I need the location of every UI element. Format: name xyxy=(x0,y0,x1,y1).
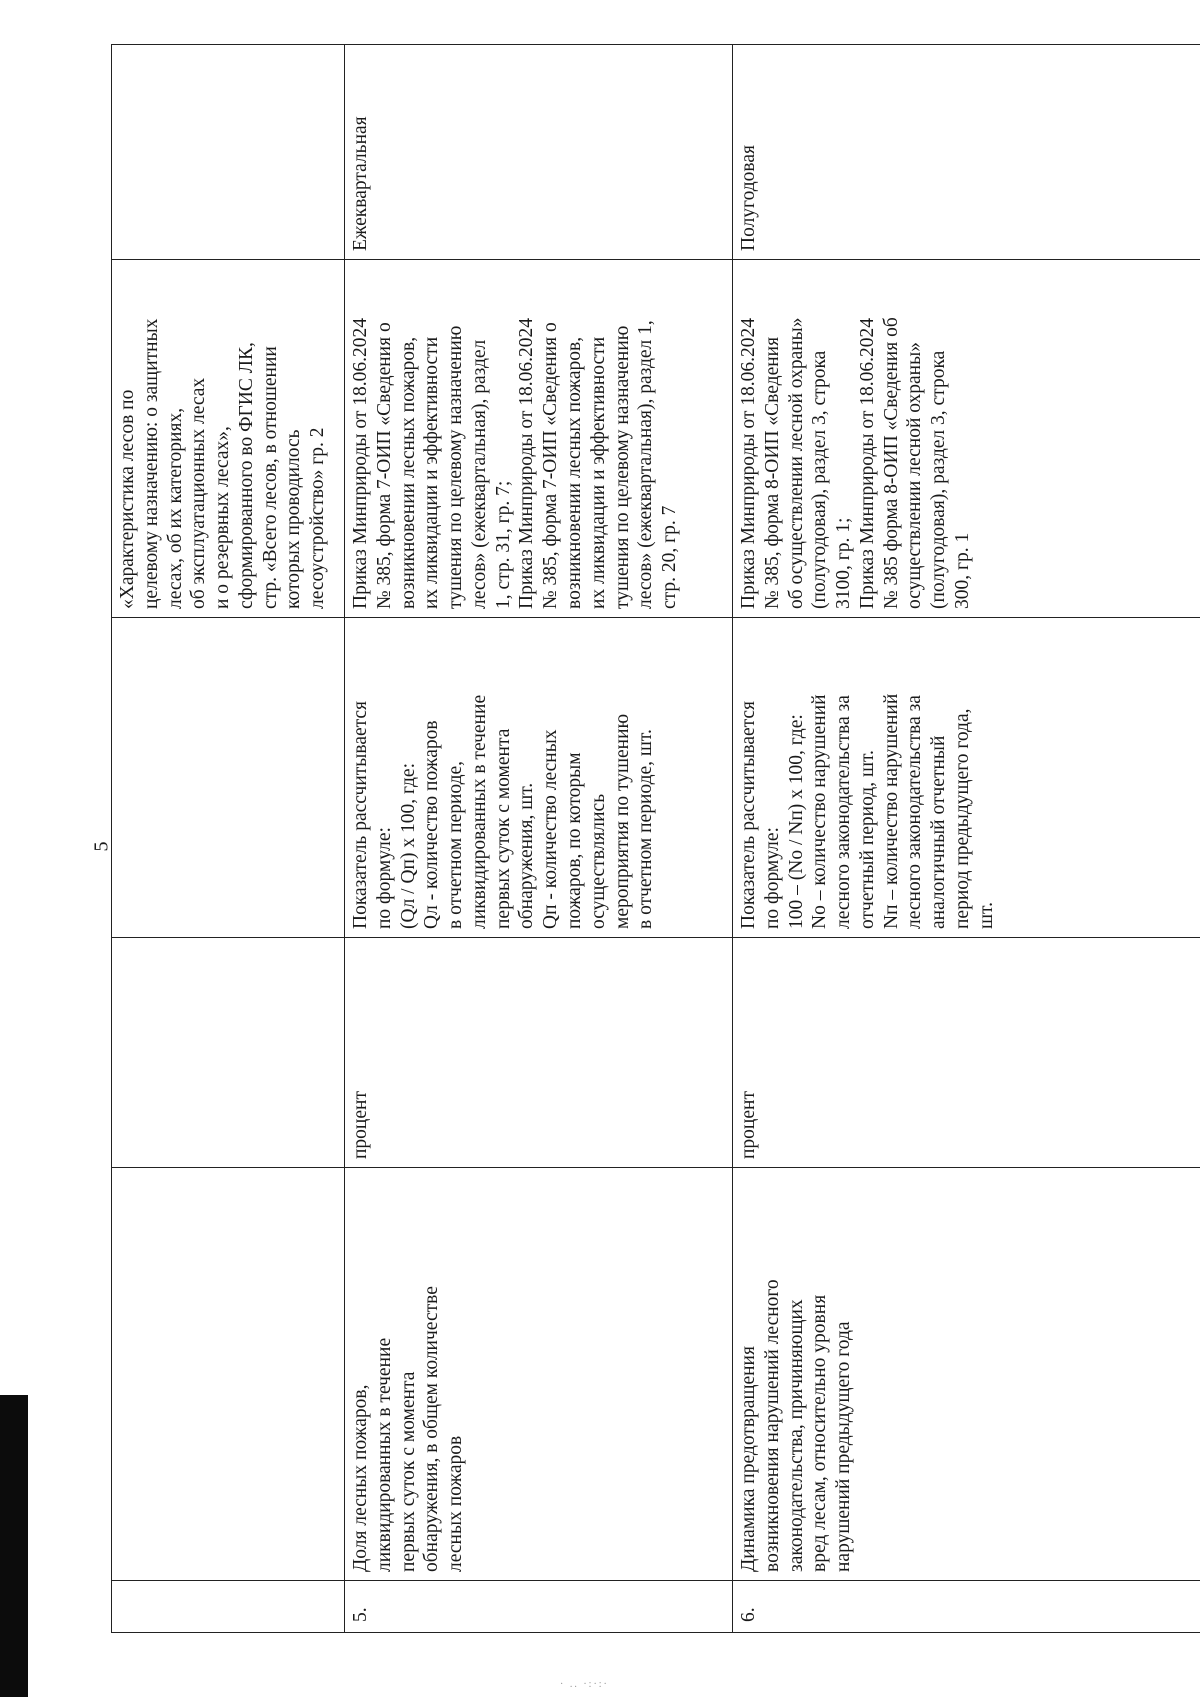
source-line: «Характеристика лесов по xyxy=(117,389,138,609)
data-source-cell xyxy=(733,260,1200,618)
method-line: Показатель рассчитывается xyxy=(738,700,759,929)
source-line: Приказ Минприроды от 18.06.2024 xyxy=(350,318,371,609)
method-line: отчетный период, шт. xyxy=(856,750,878,929)
source-line: № 385, форма 8-ОИП «Сведения xyxy=(761,336,783,609)
unit-cell: процент xyxy=(733,938,1200,1168)
row-number-cell: 5. xyxy=(345,1581,733,1633)
source-line: Приказ Минприроды от 18.06.2024 xyxy=(856,318,878,609)
source-line: лесоустройство» гр. 2 xyxy=(307,427,329,609)
source-line: стр. 20, гр. 7 xyxy=(659,505,681,609)
page-number: 5 xyxy=(90,841,113,852)
method-line: 100 – (Nо / Nп) х 100, где: xyxy=(785,714,807,929)
source-line: лесах, об их категориях, xyxy=(164,407,186,609)
method-line: пожаров, по которым xyxy=(564,752,586,929)
unit-cell: процент xyxy=(345,938,733,1168)
source-line: (полугодовая), раздел 3, строка xyxy=(928,350,950,609)
indicator-table-wrapper xyxy=(111,45,1200,1633)
unit-cell xyxy=(112,938,345,1168)
source-line: об эксплуатационных лесах xyxy=(188,377,210,609)
source-line: целевому назначению: о защитных xyxy=(140,318,162,609)
source-line: Приказ Минприроды от 18.06.2024 xyxy=(516,318,538,609)
indicator-table xyxy=(111,44,1200,1633)
row-number-cell xyxy=(112,1581,345,1633)
source-line: и о резервных лесах», xyxy=(212,426,234,609)
source-line: 1, стр. 31, гр. 7; xyxy=(492,480,514,609)
source-line: 300, гр. 1 xyxy=(952,532,974,609)
source-line: их ликвидации и эффективности xyxy=(587,336,609,609)
method-line: по формуле: xyxy=(373,827,395,929)
name-line: вред лесам, относительно уровня xyxy=(809,1294,831,1572)
calculation-method-cell xyxy=(733,618,1200,938)
source-line: осуществлении лесной охраны» xyxy=(904,342,926,609)
source-line: тушения по целевому назначению xyxy=(611,325,633,609)
table-row xyxy=(733,45,1200,1633)
name-line: законодательства, причиняющих xyxy=(785,1299,807,1572)
name-line: возникновения нарушений лесного xyxy=(761,1279,783,1572)
method-line: лесного законодательства за xyxy=(904,695,926,929)
name-line: обнаружения, в общем количестве xyxy=(421,1286,443,1572)
source-line: тушения по целевому назначению xyxy=(445,325,467,609)
source-line: их ликвидации и эффективности xyxy=(421,336,443,609)
source-line: (полугодовая), раздел 3, строка xyxy=(809,350,831,609)
table-row xyxy=(112,45,345,1633)
name-line: первых суток с момента xyxy=(397,1371,419,1572)
scan-artifact: · .. ·:·:· xyxy=(560,1679,609,1690)
method-line: ликвидированных в течение xyxy=(468,694,490,929)
table-row xyxy=(345,45,733,1633)
calculation-method-cell xyxy=(345,618,733,938)
source-line: об осуществлении лесной охраны» xyxy=(785,317,807,609)
source-line: сформированного во ФГИС ЛК, xyxy=(235,342,257,609)
method-line: Показатель рассчитывается xyxy=(350,700,371,929)
method-line: осуществлялись xyxy=(587,793,609,929)
method-line: шт. xyxy=(975,902,997,929)
source-line: Приказ Минприроды от 18.06.2024 xyxy=(738,318,759,609)
method-line: в отчетном периоде, шт. xyxy=(635,729,657,929)
name-line: ликвидированных в течение xyxy=(373,1337,395,1572)
source-line: возникновении лесных пожаров, xyxy=(397,336,419,609)
source-line: стр. «Всего лесов, в отношении xyxy=(259,346,281,609)
source-line: лесов» (ежеквартальная), раздел xyxy=(468,339,490,609)
source-line: 3100, гр. 1; xyxy=(833,517,855,609)
method-line: Qп - количество лесных xyxy=(540,729,562,929)
name-line: Доля лесных пожаров, xyxy=(350,1384,371,1572)
indicator-name-cell xyxy=(345,1168,733,1581)
source-line: возникновении лесных пожаров, xyxy=(564,336,586,609)
name-line: нарушений предыдущего года xyxy=(833,1321,855,1572)
name-line: Динамика предотвращения xyxy=(738,1346,759,1572)
method-line: первых суток с момента xyxy=(492,728,514,929)
source-line: № 385, форма 7-ОИП «Сведения о xyxy=(373,322,395,609)
data-source-cell xyxy=(112,260,345,618)
frequency-cell: Ежеквартальная xyxy=(345,45,733,260)
name-line: лесных пожаров xyxy=(445,1435,467,1572)
frequency-cell: Полугодовая xyxy=(733,45,1200,260)
method-line: обнаружения, шт. xyxy=(516,782,538,929)
method-line: в отчетном периоде, xyxy=(445,760,467,929)
method-line: лесного законодательства за xyxy=(833,695,855,929)
data-source-cell xyxy=(345,260,733,618)
method-line: Nп – количество нарушений xyxy=(880,693,902,929)
method-line: Nо – количество нарушений xyxy=(809,694,831,929)
indicator-name-cell xyxy=(733,1168,1200,1581)
frequency-cell xyxy=(112,45,345,260)
method-line: мероприятия по тушению xyxy=(611,713,633,929)
scan-edge-shadow xyxy=(0,1395,28,1697)
source-line: № 385, форма 7-ОИП «Сведения о xyxy=(540,322,562,609)
method-line: период предыдущего года, xyxy=(952,708,974,929)
indicator-name-cell xyxy=(112,1168,345,1581)
method-line: Qл - количество пожаров xyxy=(421,720,443,929)
source-line: № 385 форма 8-ОИП «Сведения об xyxy=(880,317,902,609)
method-line: аналогичный отчетный xyxy=(928,735,950,929)
method-line: (Qл / Qп) х 100, где: xyxy=(397,762,419,929)
source-line: которых проводилось xyxy=(283,429,305,609)
source-line: лесов» (ежеквартальная), раздел 1, xyxy=(635,320,657,609)
calculation-method-cell xyxy=(112,618,345,938)
method-line: по формуле: xyxy=(761,827,783,929)
row-number-cell: 6. xyxy=(733,1581,1200,1633)
